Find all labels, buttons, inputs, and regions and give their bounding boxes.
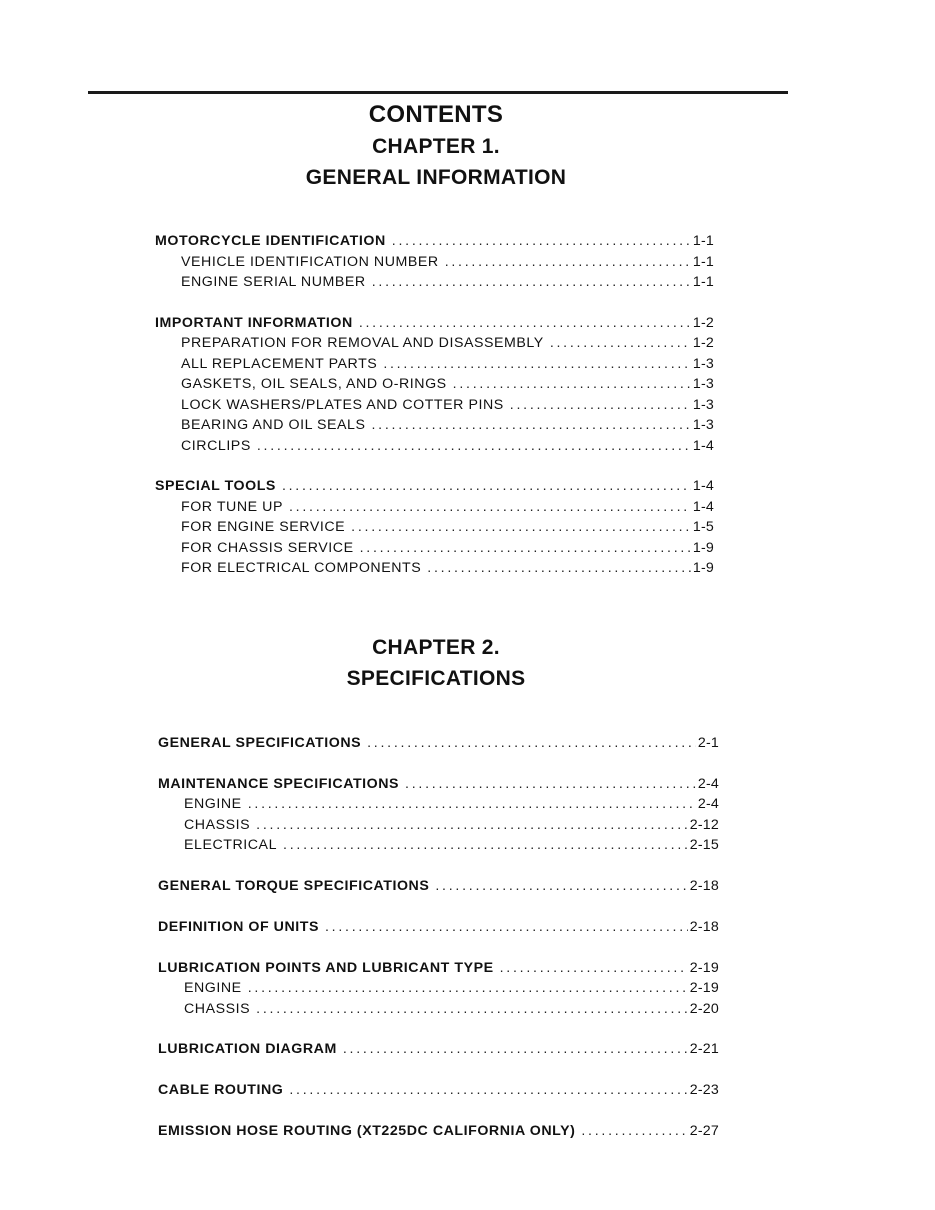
dot-leader xyxy=(445,252,691,273)
toc-entry-label: ENGINE SERIAL NUMBER xyxy=(181,274,366,290)
toc-section xyxy=(158,1121,719,1142)
toc-subsection-entry[interactable] xyxy=(155,333,714,354)
toc-entry-page-number: 1-1 xyxy=(692,253,714,270)
toc-entry-label: LUBRICATION POINTS AND LUBRICANT TYPE xyxy=(158,959,494,976)
toc-subsection-entry[interactable] xyxy=(155,252,714,273)
dot-leader xyxy=(510,395,691,416)
dot-leader xyxy=(256,999,688,1020)
toc-subsection-entry[interactable] xyxy=(158,999,719,1020)
toc-subsection-entry[interactable] xyxy=(155,517,714,538)
dot-leader xyxy=(289,1080,687,1101)
toc-section-entry[interactable] xyxy=(155,313,714,334)
toc-entry-label: SPECIAL TOOLS xyxy=(155,478,276,494)
toc-subsection-entry[interactable] xyxy=(155,415,714,436)
dot-leader xyxy=(453,374,691,395)
toc-section xyxy=(158,876,719,897)
toc-subsection-entry[interactable] xyxy=(155,354,714,375)
toc-entry-label: DEFINITION OF UNITS xyxy=(158,918,319,935)
dot-leader xyxy=(372,272,691,293)
dot-leader xyxy=(283,835,688,856)
toc-entry-label: GENERAL SPECIFICATIONS xyxy=(158,735,362,751)
chapter-2-title: SPECIFICATIONS xyxy=(346,667,526,690)
toc-section-entry[interactable] xyxy=(158,1121,719,1142)
toc-section xyxy=(158,1039,719,1060)
toc-entry-label: FOR ENGINE SERVICE xyxy=(181,519,346,535)
toc-entry-page-number: 1-5 xyxy=(692,519,714,535)
toc-entry-label: ENGINE xyxy=(184,980,242,997)
toc-entry-page-number: 1-2 xyxy=(692,335,714,351)
toc-section xyxy=(158,917,719,938)
toc-subsection-entry[interactable] xyxy=(155,374,714,395)
dot-leader xyxy=(248,794,696,815)
toc-entry-label: LOCK WASHERS/PLATES AND COTTER PINS xyxy=(181,396,504,413)
toc-section-entry[interactable] xyxy=(158,958,719,979)
dot-leader xyxy=(372,415,691,436)
dot-leader xyxy=(360,538,691,559)
toc-entry-label: PREPARATION FOR REMOVAL AND DISASSEMBLY xyxy=(181,335,544,351)
dot-leader xyxy=(351,517,691,538)
toc-subsection-entry[interactable] xyxy=(158,835,719,856)
toc-subsection-entry[interactable] xyxy=(155,395,714,416)
toc-entry-label: VEHICLE IDENTIFICATION NUMBER xyxy=(181,253,439,270)
toc-entry-page-number: 1-2 xyxy=(692,314,714,331)
toc-entry-page-number: 1-9 xyxy=(692,539,714,556)
toc-entry-label: ENGINE xyxy=(184,796,242,813)
toc-entry-page-number: 2-19 xyxy=(689,980,719,997)
dot-leader xyxy=(257,436,691,457)
toc-entry-page-number: 1-4 xyxy=(692,437,714,454)
toc-entry-label: BEARING AND OIL SEALS xyxy=(181,417,366,433)
toc-entry-page-number: 2-23 xyxy=(689,1082,719,1099)
dot-leader xyxy=(581,1121,687,1142)
toc-entry-page-number: 2-18 xyxy=(689,878,719,895)
dot-leader xyxy=(256,815,688,836)
toc-entry-label: CABLE ROUTING xyxy=(158,1082,284,1099)
toc-section-entry[interactable] xyxy=(158,733,719,754)
toc-entry-page-number: 2-19 xyxy=(689,959,719,976)
toc-entry-page-number: 1-3 xyxy=(692,376,714,392)
toc-entry-label: IMPORTANT INFORMATION xyxy=(155,314,353,331)
toc-entry-label: GASKETS, OIL SEALS, AND O-RINGS xyxy=(181,376,447,392)
toc-section-entry[interactable] xyxy=(155,476,714,497)
toc-entry-label: FOR ELECTRICAL COMPONENTS xyxy=(181,560,422,576)
toc-entry-page-number: 2-4 xyxy=(697,775,719,792)
toc-entry-label: ELECTRICAL xyxy=(184,837,278,854)
toc-subsection-entry[interactable] xyxy=(158,815,719,836)
chapter-2-label: CHAPTER 2. xyxy=(372,636,500,659)
toc-entry-label: ALL REPLACEMENT PARTS xyxy=(181,355,378,372)
toc-entry-page-number: 2-27 xyxy=(689,1123,719,1140)
toc-entry-page-number: 1-1 xyxy=(692,274,714,290)
toc-entry-page-number: 2-1 xyxy=(697,735,719,751)
toc-entry-page-number: 2-12 xyxy=(689,816,719,833)
dot-leader xyxy=(500,958,688,979)
toc-section-entry[interactable] xyxy=(158,1080,719,1101)
dot-leader xyxy=(359,313,691,334)
dot-leader xyxy=(427,558,691,579)
dot-leader xyxy=(392,231,691,252)
toc-section-entry[interactable] xyxy=(158,876,719,897)
toc-section-entry[interactable] xyxy=(158,774,719,795)
toc-entry-label: CIRCLIPS xyxy=(181,437,251,454)
toc-section xyxy=(155,313,714,457)
dot-leader xyxy=(325,917,688,938)
toc-subsection-entry[interactable] xyxy=(158,794,719,815)
dot-leader xyxy=(435,876,687,897)
toc-section-entry[interactable] xyxy=(155,231,714,252)
toc-entry-page-number: 2-21 xyxy=(689,1041,719,1058)
toc-entry-label: GENERAL TORQUE SPECIFICATIONS xyxy=(158,878,430,895)
toc-subsection-entry[interactable] xyxy=(158,978,719,999)
toc-entry-label: CHASSIS xyxy=(184,816,251,833)
header-rule xyxy=(88,91,788,94)
dot-leader xyxy=(405,774,696,795)
toc-section xyxy=(155,231,714,293)
dot-leader xyxy=(248,978,688,999)
toc-entry-page-number: 1-4 xyxy=(692,498,714,515)
toc-entry-page-number: 1-3 xyxy=(692,417,714,433)
toc-section xyxy=(158,958,719,1020)
dot-leader xyxy=(367,733,696,754)
toc-entry-page-number: 1-3 xyxy=(692,396,714,413)
toc-entry-label: MOTORCYCLE IDENTIFICATION xyxy=(155,233,386,249)
chapter-2-toc xyxy=(158,733,719,1142)
toc-entry-page-number: 2-18 xyxy=(689,918,719,935)
chapter-1-title: GENERAL INFORMATION xyxy=(305,166,567,189)
toc-entry-label: CHASSIS xyxy=(184,1000,251,1017)
toc-entry-label: MAINTENANCE SPECIFICATIONS xyxy=(158,775,400,792)
toc-entry-page-number: 2-15 xyxy=(689,837,719,854)
toc-section-entry[interactable] xyxy=(158,917,719,938)
toc-entry-label: LUBRICATION DIAGRAM xyxy=(158,1041,337,1058)
toc-section xyxy=(155,476,714,579)
dot-leader xyxy=(282,476,691,497)
toc-entry-page-number: 1-1 xyxy=(692,233,714,249)
page-title: CONTENTS xyxy=(368,101,504,128)
toc-entry-label: FOR CHASSIS SERVICE xyxy=(181,539,354,556)
dot-leader xyxy=(383,354,691,375)
toc-subsection-entry[interactable] xyxy=(155,538,714,559)
toc-section xyxy=(158,1080,719,1101)
toc-subsection-entry[interactable] xyxy=(155,272,714,293)
toc-entry-page-number: 2-4 xyxy=(697,796,719,813)
toc-entry-label: FOR TUNE UP xyxy=(181,498,283,515)
toc-entry-page-number: 2-20 xyxy=(689,1000,719,1017)
toc-subsection-entry[interactable] xyxy=(155,558,714,579)
chapter-1-label: CHAPTER 1. xyxy=(372,135,500,158)
toc-section-entry[interactable] xyxy=(158,1039,719,1060)
dot-leader xyxy=(343,1039,688,1060)
toc-entry-page-number: 1-4 xyxy=(692,478,714,494)
chapter-1-toc xyxy=(155,231,714,579)
toc-section xyxy=(158,733,719,754)
dot-leader xyxy=(550,333,691,354)
toc-subsection-entry[interactable] xyxy=(155,436,714,457)
toc-entry-page-number: 1-9 xyxy=(692,560,714,576)
toc-entry-label: EMISSION HOSE ROUTING (XT225DC CALIFORNIA ONLY) xyxy=(158,1123,576,1140)
toc-entry-page-number: 1-3 xyxy=(692,355,714,372)
toc-section xyxy=(158,774,719,856)
dot-leader xyxy=(289,497,691,518)
toc-subsection-entry[interactable] xyxy=(155,497,714,518)
